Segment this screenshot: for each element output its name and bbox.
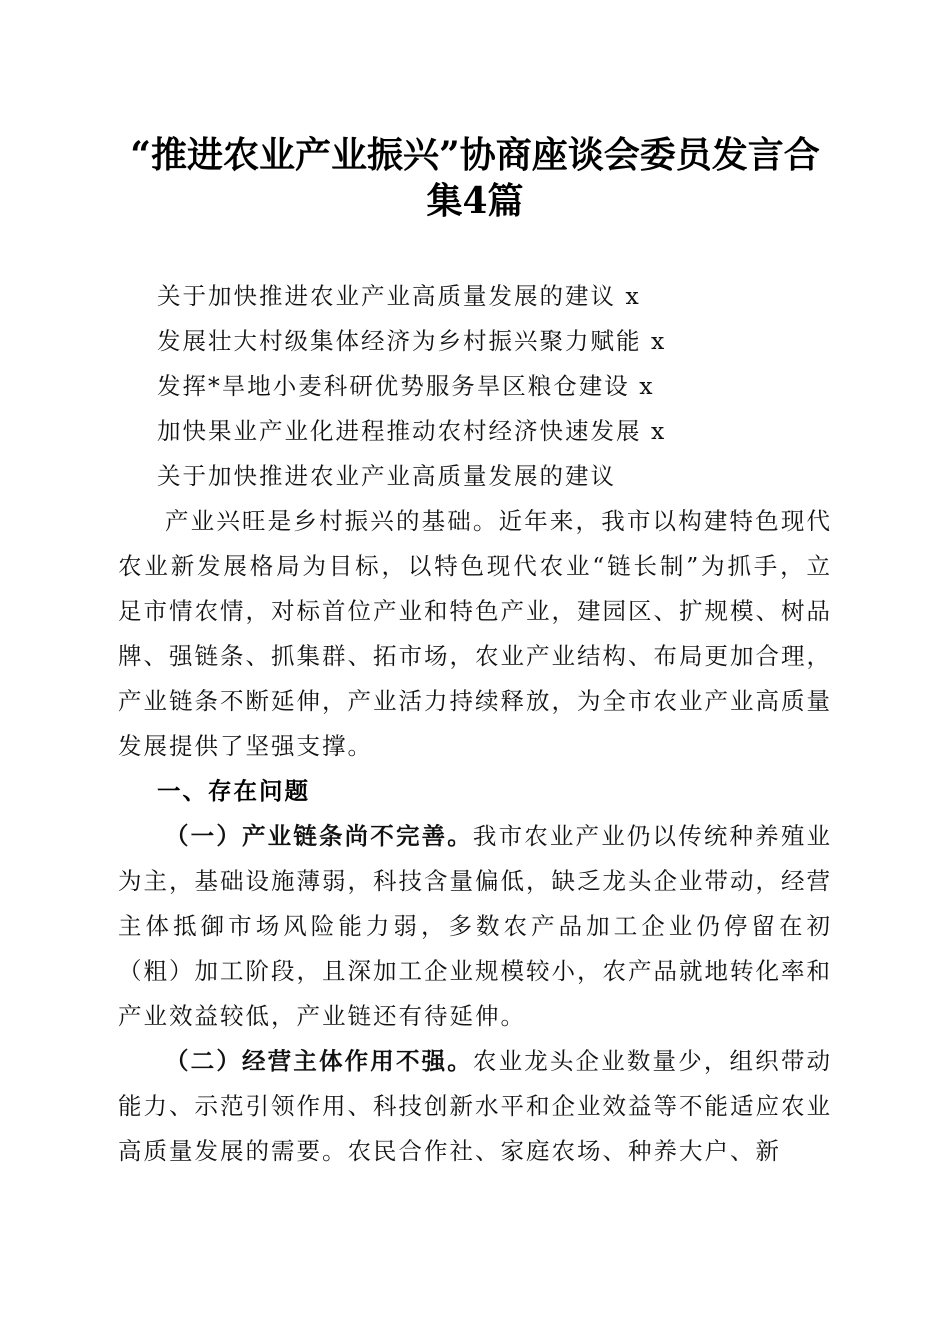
point-2-paragraph — [118, 1039, 832, 1174]
title-line-2: 集4篇 — [426, 180, 524, 222]
intro-paragraph: 产业兴旺是乡村振兴的基础。近年来，我市以构建特色现代农业新发展格局为目标，以特色现代农业“链长制”为抓手，立足市情农情，对标首位产业和特色产业，建园区、扩规模、树品牌、强链条、抓集群、拓市场，农业产业结构、布局更加合理，产业链条不断延伸，产业活力持续释放，为全市农业产业高质量发展提供了坚强支撑。 — [118, 507, 832, 760]
toc-item-1: 关于加快推进农业产业高质量发展的建议 x — [157, 282, 641, 310]
point-1-text: 我市农业产业仍以传统种养殖业为主，基础设施薄弱，科技含量偏低，缺乏龙头企业带动，经营主体抵御市场风险能力弱，多数农产品加工企业仍停留在初（粗）加工阶段，且深加工企业规模较小，农产品就地转化率和产业效益较低，产业链还有待延伸。 — [118, 822, 833, 1030]
heading-existing-problems: 一、存在问题 — [157, 777, 310, 805]
point-2-text: 农业龙头企业数量少，组织带动能力、示范引领作用、科技创新水平和企业效益等不能适应农业高质量发展的需要。农民合作社、家庭农场、种养大户、新 — [118, 1047, 833, 1165]
toc-item-3: 发挥*旱地小麦科研优势服务旱区粮仓建设 x — [157, 372, 655, 400]
document-title — [118, 132, 832, 224]
toc-item-4: 加快果业产业化进程推动农村经济快速发展 x — [157, 417, 667, 445]
section-title: 关于加快推进农业产业高质量发展的建议 — [157, 462, 616, 490]
point-1-lead: （一）产业链条尚不完善。 — [165, 822, 473, 850]
title-line-1: “推进农业产业振兴”协商座谈会委员发言合 — [130, 134, 820, 176]
point-2-lead: （二）经营主体作用不强。 — [165, 1047, 473, 1075]
point-1-paragraph — [118, 814, 832, 1039]
toc-item-2: 发展壮大村级集体经济为乡村振兴聚力赋能 x — [157, 327, 667, 355]
